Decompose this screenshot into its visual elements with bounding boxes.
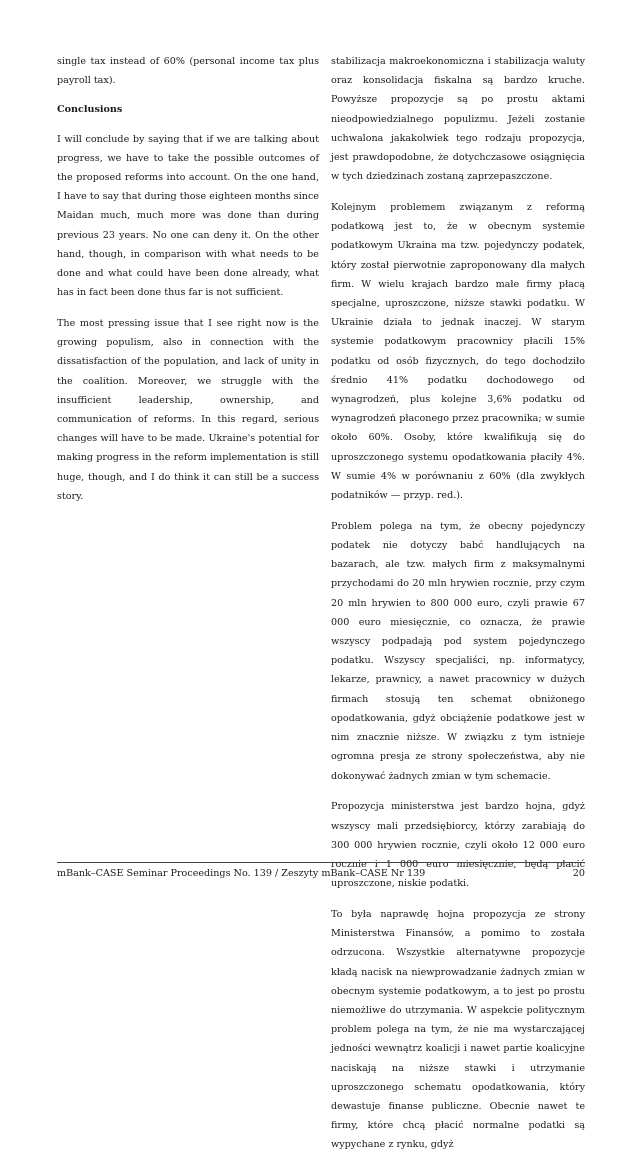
footer-divider xyxy=(57,862,585,863)
page-footer xyxy=(57,868,585,880)
left-lead-paragraph: single tax instead of 60% (personal income tax plus payroll tax). xyxy=(57,56,319,87)
page-number: 20 xyxy=(572,868,585,879)
right-paragraph: Propozycja ministerstwa jest bardzo hojna, gdyż wszyscy mali przedsiębiorcy, którzy zarabiają do 300 000 hrywien rocznie, czyli około 12 000 euro rocznie i 1 000 euro miesięcznie, będą płacić uproszczone, niskie podatki. xyxy=(331,801,585,890)
right-column xyxy=(331,52,585,1166)
right-paragraph: Problem polega na tym, że obecny pojedynczy podatek nie dotyczy babć handlujących na bazarach, ale tzw. małych firm z maksymalnymi przychodami do 20 mln hrywien rocznie, przy czym 20 mln hrywien to 800 000 euro, czyli prawie 67 000 euro miesięcznie, co oznacza, że prawie wszyscy podpadają pod system pojedynczego podatku. Wszyscy specjaliści, np. informatycy, lekarze, prawnicy, a nawet pracownicy w dużych firmach stosują ten schemat obniżonego opodatkowania, gdyż obciążenie podatkowe jest w nim znacznie niższe. W związku z tym istnieje ogromna presja ze strony społeczeństwa, aby nie dokonywać żadnych zmian w tym schemacie. xyxy=(331,520,585,782)
left-paragraph: I will conclude by saying that if we are talking about progress, we have to take the possible outcomes of the proposed reforms into account. On the one hand, I have to say that during those eighteen months since Maidan much, much more was done than during previous 23 years. No one can deny it. On the other hand, though, in comparison with what needs to be done and what could have been done already, what has in fact been done thus far is not sufficient. xyxy=(57,133,319,299)
left-column xyxy=(57,52,319,518)
left-paragraph: The most pressing issue that I see right now is the growing populism, also in connection with the dissatisfaction of the population, and lack of unity in the coalition. Moreover, we struggle with the insufficient leadership, ownership, and communication of reforms. In this regard, serious changes will have to be made. Ukraine's potential for making progress in the reform implementation is still huge, though, and I do think it can still be a success story. xyxy=(57,318,319,502)
right-paragraph: stabilizacja makroekonomiczna i stabilizacja waluty oraz konsolidacja fiskalna są bardzo kruche. Powyższe propozycje są po prostu aktami nieodpowiedzialnego populizmu. Jeżeli zostanie uchwalona jakakolwiek tego rodzaju propozycja, jest prawdopodobne, że dotychczasowe osiągnięcia w tych dziedzinach zostaną zaprzepaszczone. xyxy=(331,56,585,183)
right-paragraph: To była naprawdę hojna propozycja ze strony Ministerstwa Finansów, a pomimo to została odrzucona. Wszystkie alternatywne propozycje kładą nacisk na niewprowadzanie żadnych zmian w obecnym systemie podatkowym, a to jest po prostu niemożliwe do utrzymania. W aspekcie politycznym problem polega na tym, że nie ma wystarczającej jedności wewnątrz koalicji i nawet partie koalicyjne naciskają na niższe stawki i utrzymanie uproszczonego schematu opodatkowania, który dewastuje finanse publiczne. Obecnie nawet te firmy, które chcą płacić normalne podatki są wypychane z rynku, gdyż xyxy=(331,908,585,1151)
right-paragraph: Kolejnym problemem związanym z reformą podatkową jest to, że w obecnym systemie podatkowym Ukraina ma tzw. pojedynczy podatek, który został pierwotnie zaproponowany dla małych firm. W wielu krajach bardzo małe firmy płacą specjalne, uproszczone, niższe stawki podatku. W Ukrainie działa to jednak inaczej. W starym systemie podatkowym pracownicy płacili 15% podatku od osób fizycznych, do tego dochodziło średnio 41% podatku dochodowego od wynagrodzeń, plus kolejne 3,6% podatku od wynagrodzeń płaconego przez pracownika; w sumie około 60%. Osoby, które kwalifikują się do uproszczonego systemu opodatkowania płaciły 4%. W sumie 4% w porównaniu z 60% (dla zwykłych podatników — przyp. red.). xyxy=(331,202,585,502)
footer-series-title: mBank–CASE Seminar Proceedings No. 139 / Zeszyty mBank–CASE Nr 139 xyxy=(57,868,426,879)
section-heading: Conclusions xyxy=(57,104,123,116)
